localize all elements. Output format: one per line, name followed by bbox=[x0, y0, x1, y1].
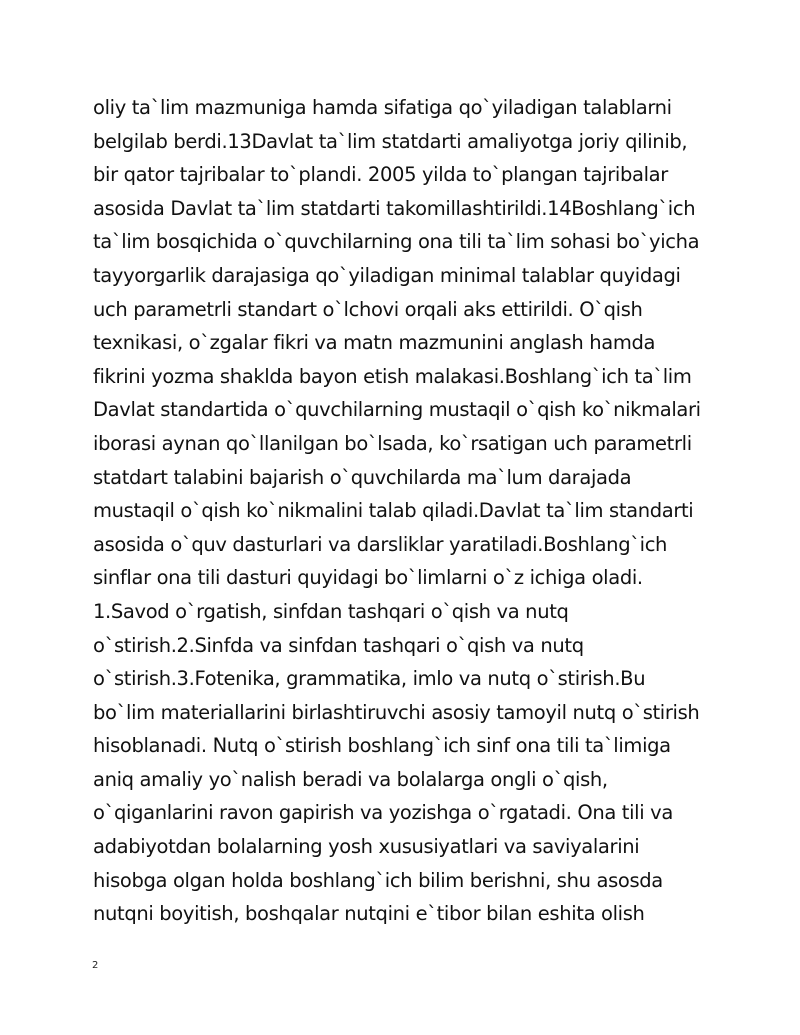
text-line: nutqni boyitish, boshqalar nutqini e`tibor bilan eshita olish bbox=[93, 902, 645, 926]
text-line: aniq amaliy yo`nalish beradi va bolalarga ongli o`qish, bbox=[93, 767, 608, 791]
text-line: mustaqil o`qish ko`nikmalini talab qiladi.Davlat ta`lim standarti bbox=[93, 499, 694, 523]
text-line: bir qator tajribalar to`plandi. 2005 yilda to`plangan tajribalar bbox=[93, 163, 668, 187]
text-line: oliy ta`lim mazmuniga hamda sifatiga qo`yiladigan talablarni bbox=[93, 96, 672, 119]
text-line: Davlat standartida o`quvchilarning mustaqil o`qish ko`nikmalari bbox=[93, 398, 701, 422]
text-line: hisobga olgan holda boshlang`ich bilim berishni, shu asosda bbox=[93, 868, 663, 892]
text-line: iborasi aynan qo`llanilgan bo`lsada, ko`rsatigan uch parametrli bbox=[93, 431, 692, 455]
text-line: o`stirish.3.Fotenika, grammatika, imlo va nutq o`stirish.Bu bbox=[93, 667, 646, 691]
text-line: fikrini yozma shaklda bayon etish malakasi.Boshlang`ich ta`lim bbox=[93, 364, 692, 388]
text-line: bo`lim materiallarini birlashtiruvchi asosiy tamoyil nutq o`stirish bbox=[93, 700, 700, 724]
page-number: 2 bbox=[92, 960, 99, 971]
text-line: asosida o`quv dasturlari va darsliklar yaratiladi.Boshlang`ich bbox=[93, 532, 668, 556]
text-line: asosida Davlat ta`lim statdarti takomillashtirildi.14Boshlang`ich bbox=[93, 196, 696, 220]
text-line: hisoblanadi. Nutq o`stirish boshlang`ich sinf ona tili ta`limiga bbox=[93, 734, 671, 758]
body-text bbox=[93, 91, 733, 931]
text-line: ta`lim bosqichida o`quvchilarning ona tili ta`lim sohasi bo`yicha bbox=[93, 230, 700, 254]
text-line: tayyorgarlik darajasiga qo`yiladigan minimal talablar quyidagi bbox=[93, 263, 681, 287]
text-line: adabiyotdan bolalarning yosh xususiyatlari va saviyalarini bbox=[93, 835, 640, 859]
text-line: sinflar ona tili dasturi quyidagi bo`limlarni o`z ichiga oladi. bbox=[93, 566, 643, 590]
text-line: belgilab berdi.13Davlat ta`lim statdarti amaliyotga joriy qilinib, bbox=[93, 129, 688, 153]
text-line: statdart talabini bajarish o`quvchilarda ma`lum darajada bbox=[93, 465, 632, 489]
text-line: 1.Savod o`rgatish, sinfdan tashqari o`qish va nutq bbox=[93, 599, 569, 623]
text-line: o`qiganlarini ravon gapirish va yozishga o`rgatadi. Ona tili va bbox=[93, 801, 673, 825]
text-line: uch parametrli standart o`lchovi orqali aks ettirildi. O`qish bbox=[93, 297, 643, 321]
text-line: o`stirish.2.Sinfda va sinfdan tashqari o`qish va nutq bbox=[93, 633, 584, 657]
text-line: texnikasi, o`zgalar fikri va matn mazmunini anglash hamda bbox=[93, 331, 656, 355]
